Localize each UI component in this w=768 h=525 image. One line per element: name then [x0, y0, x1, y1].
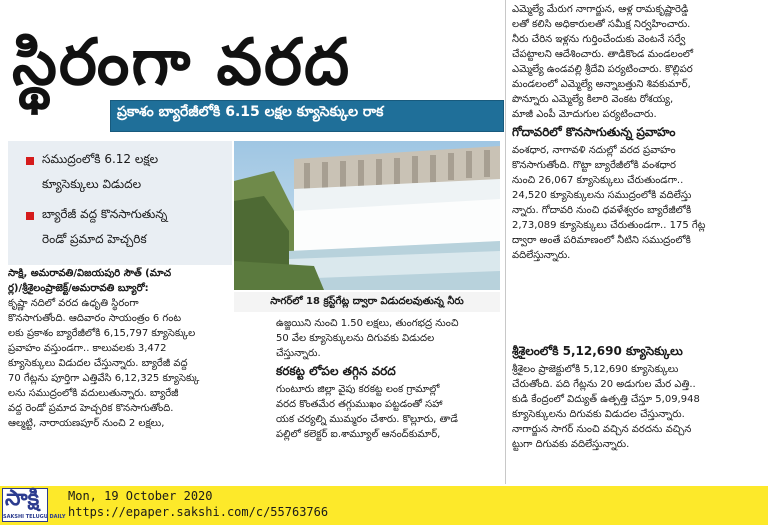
- logo-subtext: SAKSHI TELUGU DAILY: [3, 514, 66, 520]
- body-line: 70 గేట్లను పూర్తిగా ఎత్తివేసి 6,12,325 క్యూసెక్కు: [8, 373, 200, 384]
- edition-date: Mon, 19 October 2020: [68, 489, 213, 503]
- body-line: వంశధార, నాగావళి నదుల్లో వరద ప్రవాహం: [512, 145, 676, 156]
- body-line: యక చర్యల్ని ముమ్మరం చేశారు. కొల్లూరు, తాడే: [276, 414, 458, 425]
- body-line: నాగార్జున సాగర్ నుంచి వచ్చిన వరదను వచ్చిన: [512, 424, 692, 435]
- body-line: కొనసాగుతోంది. ఆదివారం సాయంత్రం 6 గంట: [8, 313, 182, 324]
- body-line: పొన్నూరు ఎమ్మెల్యే కిలారి వెంకట రోశయ్య,: [512, 94, 674, 105]
- body-line: మాజీ ఎంపీ మోదుగుల పర్యటించారు.: [512, 109, 657, 120]
- highlights-box: [8, 141, 232, 265]
- body-line: ఎమ్మెల్యే మేరుగ నాగార్జున, ఆళ్ల రామకృష్ణారెడ్డి: [512, 4, 689, 15]
- logo-text: సాక్షి: [5, 486, 40, 511]
- body-line: కొనసాగుతోంది. గొట్టా బ్యారేజీలోకి వంశధార: [512, 160, 676, 171]
- byline: ర్ల)/శ్రీశైలంప్రాజెక్ట్/అమరావతి బ్యూరో:: [8, 283, 149, 294]
- body-line: ఎమ్మెల్యే ఉండవల్లి శ్రీదేవి పర్యటించారు. కొల్లిపర: [512, 64, 693, 75]
- body-line: లతో కలిసి అధికారులతో సమీక్ష నిర్వహించారు.: [512, 19, 691, 30]
- section-title: కరకట్ట లోపల తగ్గిన వరద: [276, 364, 396, 378]
- body-line: చేపట్టాలని ఆదేశించారు. తాడికొండ మండలంలో: [512, 49, 694, 60]
- body-line: కుడి కేంద్రంలో విద్యుత్ ఉత్పత్తి చేస్తూ 5,09,948: [512, 394, 700, 405]
- body-line: 24,520 క్యూసెక్కులను సముద్రంలోకి వదిలేస్తు: [512, 190, 692, 201]
- column-divider: [505, 0, 506, 484]
- bullet-icon: [26, 212, 34, 220]
- body-line: నీరు చేరిన ఇళ్లను గుర్తించేందుకు వెంటనే సర్వే: [512, 34, 686, 45]
- highlight-line: బ్యారేజీ వద్ద కొనసాగుతున్న: [42, 207, 168, 221]
- body-line: లకు ప్రకాశం బ్యారేజీలోకి 6,15,797 క్యూసెక్కుల: [8, 328, 196, 339]
- body-line: 2,73,089 క్యూసెక్కులు చేరుతుండగా.. 175 గేట్ల: [512, 220, 706, 231]
- body-line: శ్రీశైలం ప్రాజెక్టులోకి 5,12,690 క్యూసెక్కులు: [512, 364, 679, 375]
- body-line: పల్లిలో కలెక్టర్ ఐ.శామ్యూల్ ఆనంద్‌కుమార్,: [276, 429, 441, 440]
- body-line: 50 వేల క్యూసెక్కులను దిగువకు విడుదల: [276, 333, 435, 344]
- body-line: గుంటూరు జిల్లా వైపు కరకట్ట లంక గ్రామాల్లో: [276, 384, 440, 395]
- headline: స్థిరంగా వరద: [12, 26, 352, 100]
- body-line: చేస్తున్నారు.: [276, 348, 321, 359]
- body-line: వరద కొంతమేర తగ్గుముఖం పట్టడంతో సహా: [276, 399, 443, 410]
- body-line: ట్టుగా దిగువకు వదిలేస్తున్నారు.: [512, 439, 630, 450]
- body-line: చేరుతోంది. పది గేట్లను 20 అడుగుల మేర ఎత్తి..: [512, 379, 696, 390]
- body-line: లను సముద్రంలోకి వదులుతున్నారు. బ్యారేజీ: [8, 388, 179, 399]
- epaper-url[interactable]: https://epaper.sakshi.com/c/55763766: [68, 505, 329, 519]
- dam-illustration: [234, 141, 500, 290]
- highlight-line: క్యూసెక్కులు విడుదల: [42, 177, 142, 191]
- section-title: శ్రీశైలంలోకి 5,12,690 క్యూసెక్కులు: [512, 344, 683, 358]
- highlight-line: సముద్రంలోకి 6.12 లక్షల: [42, 152, 159, 166]
- byline: సాక్షి, అమరావతి/విజయపురి సౌత్ (మాచ: [8, 268, 172, 279]
- body-line: నుంచి 26,067 క్యూసెక్కులు చేరుతుండగా..: [512, 175, 684, 186]
- highlight-line: రెండో ప్రమాద హెచ్చరిక: [42, 232, 147, 246]
- body-line: వదిలేస్తున్నారు.: [512, 250, 571, 261]
- body-line: మండలంలో ఎమ్మెల్యే అన్నాబత్తుని శివకుమార్,: [512, 79, 691, 90]
- body-line: ద్వారా అంతే పరిమాణంలో నీటిని సముద్రంలోకి: [512, 235, 691, 246]
- dam-photo: [234, 141, 500, 290]
- subheadline: ప్రకాశం బ్యారేజీలోకి 6.15 లక్షల క్యూసెక్కుల రాక: [117, 104, 384, 120]
- photo-caption: సాగర్‌లో 18 క్రస్ట్‌గేట్ల ద్వారా విడుదలవుతున్న నీరు: [234, 292, 500, 312]
- body-line: క్యూసెక్కులు విడుదల చేస్తున్నారు. బ్యారేజీ వద్ద: [8, 358, 188, 369]
- body-line: కృష్ణా నదిలో వరద ఉధృతి స్థిరంగా: [8, 298, 139, 309]
- body-line: న్నారు. గోదావరి నుంచి ధవళేశ్వరం బ్యారేజీలోకి: [512, 205, 692, 216]
- body-line: వద్ద రెండో ప్రమాద హెచ్చరిక కొనసాగుతోంది.: [8, 403, 174, 414]
- bullet-icon: [26, 157, 34, 165]
- section-title: గోదావరిలో కొనసాగుతున్న ప్రవాహం: [512, 125, 676, 139]
- body-line: ఉజ్జయిని నుంచి 1.50 లక్షలు, తుంగభద్ర నుంచి: [276, 318, 459, 329]
- body-line: ఆల్మట్టి, నారాయణపూర్ నుంచి 2 లక్షలు,: [8, 418, 165, 429]
- body-line: క్యూసెక్కులను దిగువకు విడుదల చేస్తున్నారు.: [512, 409, 685, 420]
- body-line: ప్రవాహం వస్తుండగా.. కాలువలకు 3,472: [8, 343, 167, 354]
